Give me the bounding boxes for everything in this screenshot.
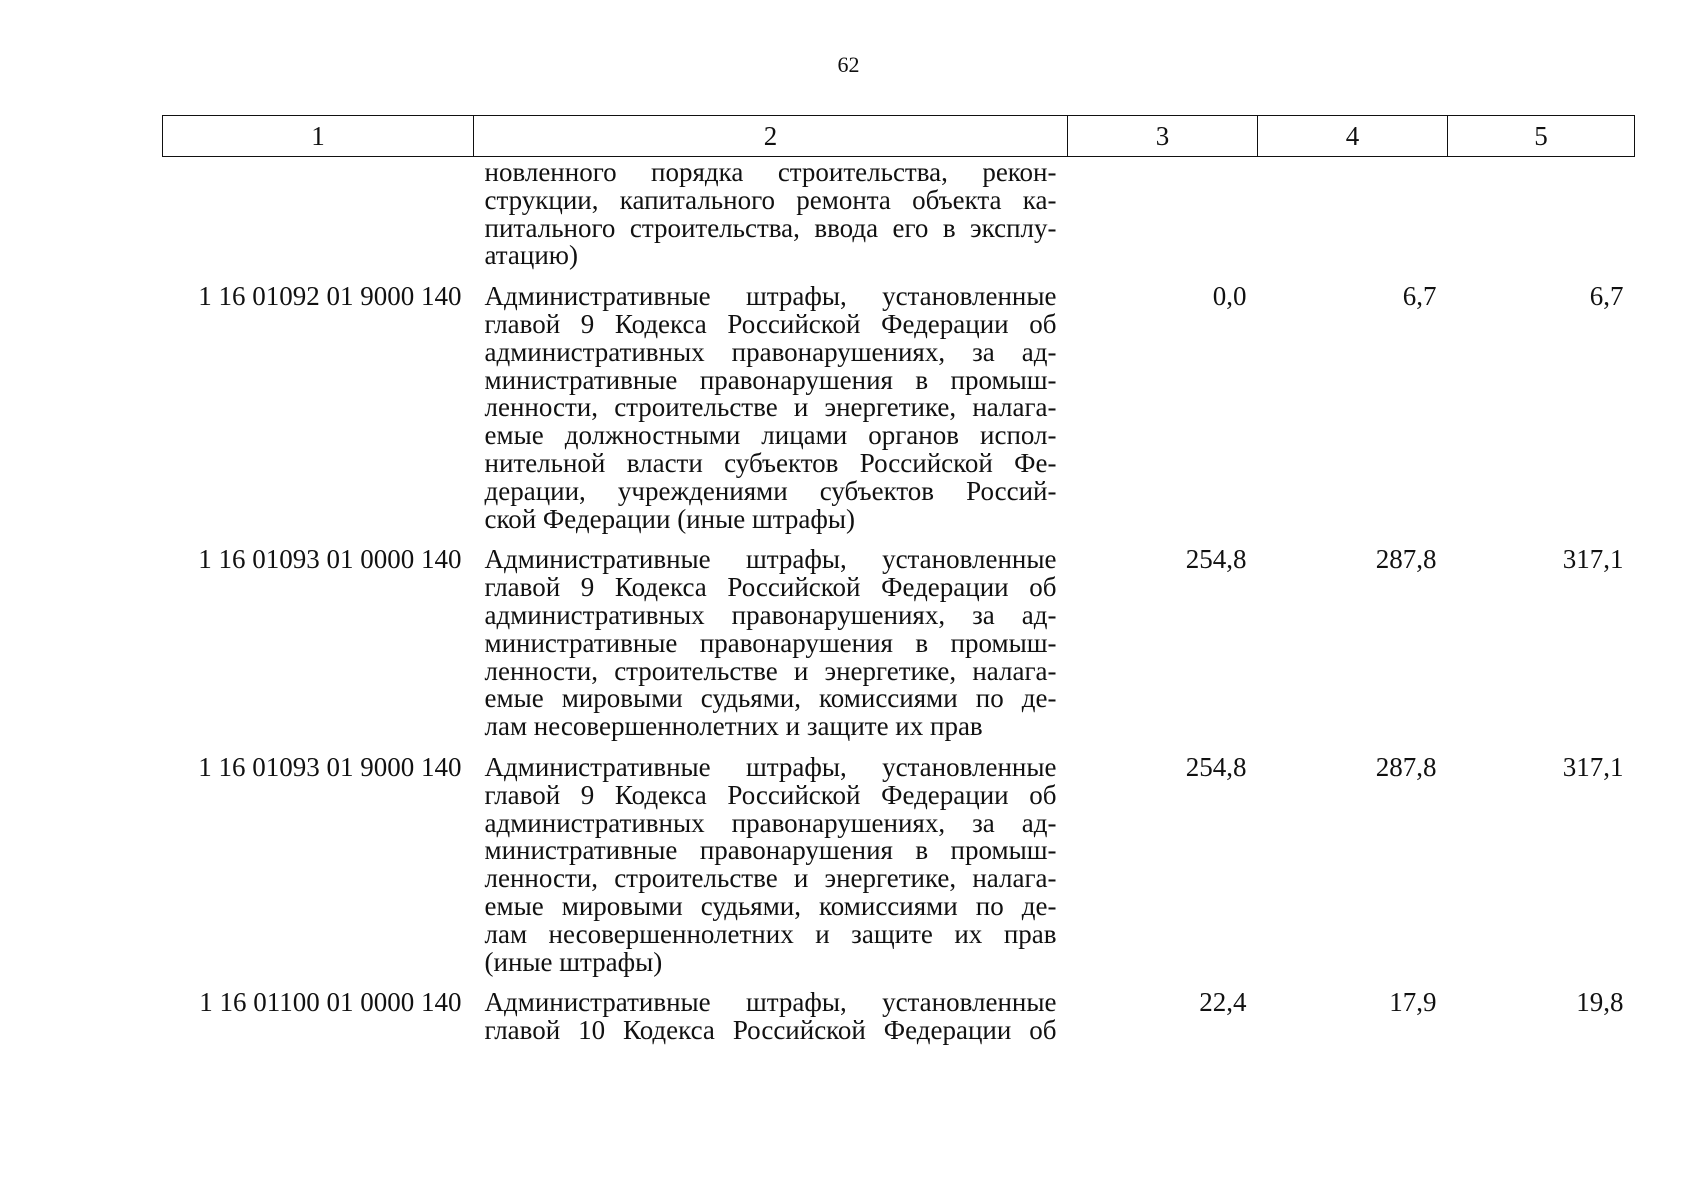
- description-line: министративные правонарушения в промыш-: [484, 627, 1057, 658]
- header-col-5: 5: [1448, 116, 1635, 157]
- description-line: дерации, учреждениями субъектов Россий-: [484, 475, 1057, 506]
- description-line: новленного порядка строительства, рекон-: [484, 157, 1057, 187]
- value-col-5: 6,7: [1589, 281, 1624, 312]
- value-col-3: 0,0: [1212, 281, 1247, 312]
- table-row: [163, 754, 1635, 989]
- table-row-continuation: [163, 157, 1635, 284]
- value-col-5: 317,1: [1562, 544, 1624, 575]
- description-line: главой 9 Кодекса Российской Федерации об: [484, 308, 1057, 339]
- value-col-4: 17,9: [1389, 987, 1437, 1018]
- code-cell: [163, 157, 474, 284]
- code-cell: 1 16 01100 01 0000 140: [199, 987, 462, 1018]
- value-col-3: 254,8: [1185, 751, 1247, 782]
- description-line: лам несовершеннолетних и защите их прав: [484, 918, 1057, 949]
- revenue-table: [162, 115, 1635, 1058]
- code-cell: 1 16 01093 01 9000 140: [198, 751, 462, 782]
- description-line: административных правонарушениях, за ад-: [484, 807, 1057, 838]
- description-line: Административные штрафы, установленные: [484, 751, 1057, 782]
- value-col-5: [1448, 157, 1635, 284]
- description-line: главой 9 Кодекса Российской Федерации об: [484, 779, 1057, 810]
- header-col-2: 2: [474, 116, 1068, 157]
- table-row: [163, 546, 1635, 754]
- description-line: ленности, строительстве и энергетике, налага-: [484, 863, 1057, 894]
- value-col-5: 317,1: [1562, 751, 1624, 782]
- code-cell: 1 16 01092 01 9000 140: [198, 281, 462, 312]
- description-cell: [474, 157, 1068, 284]
- code-cell: 1 16 01093 01 0000 140: [198, 544, 462, 575]
- header-col-3: 3: [1068, 116, 1258, 157]
- description-line: административных правонарушениях, за ад-: [484, 336, 1057, 367]
- description-line: емые мировыми судьями, комиссиями по де-: [484, 890, 1057, 921]
- description-line: емые мировыми судьями, комиссиями по де-: [484, 683, 1057, 714]
- description-line: питального строительства, ввода его в эксплу-: [484, 212, 1057, 243]
- description-line: лам несовершеннолетних и защите их прав: [484, 711, 983, 742]
- description-line: министративные правонарушения в промыш-: [484, 835, 1057, 866]
- header-col-1: 1: [163, 116, 474, 157]
- table-header: [163, 116, 1635, 157]
- description-line: Административные штрафы, установленные: [484, 987, 1057, 1018]
- description-line: емые должностными лицами органов испол-: [484, 420, 1057, 451]
- description-line: ленности, строительстве и энергетике, налага-: [484, 392, 1057, 423]
- page-number: 62: [837, 52, 860, 77]
- description-cell: [474, 546, 1068, 754]
- description-line: административных правонарушениях, за ад-: [484, 599, 1057, 630]
- description-line: нительной власти субъектов Российской Фе-: [484, 447, 1057, 478]
- description-cell: [474, 751, 1068, 989]
- description-cell: [474, 989, 1068, 1058]
- value-col-4: 6,7: [1402, 281, 1437, 312]
- description-line: ленности, строительстве и энергетике, налага-: [484, 655, 1057, 686]
- table-body: [163, 157, 1635, 1058]
- description-line: (иные штрафы): [484, 946, 663, 977]
- header-col-4: 4: [1258, 116, 1448, 157]
- description-cell: [474, 283, 1068, 546]
- table-row: [163, 989, 1635, 1058]
- value-col-3: [1068, 157, 1258, 284]
- description-line: струкции, капитального ремонта объекта ка-: [484, 184, 1057, 215]
- value-col-4: [1258, 157, 1448, 284]
- value-col-3: 254,8: [1185, 544, 1247, 575]
- description-line: министративные правонарушения в промыш-: [484, 364, 1057, 395]
- value-col-5: 19,8: [1576, 987, 1624, 1018]
- header-row: [163, 116, 1635, 157]
- description-line: главой 10 Кодекса Российской Федерации об: [484, 1015, 1057, 1046]
- description-line: главой 9 Кодекса Российской Федерации об: [484, 572, 1057, 603]
- description-line: атацию): [484, 240, 578, 271]
- table-row: [163, 283, 1635, 546]
- description-line: Административные штрафы, установленные: [484, 281, 1057, 312]
- value-col-4: 287,8: [1375, 751, 1437, 782]
- description-line: Административные штрафы, установленные: [484, 544, 1057, 575]
- value-col-4: 287,8: [1375, 544, 1437, 575]
- value-col-3: 22,4: [1199, 987, 1247, 1018]
- description-line: ской Федерации (иные штрафы): [484, 503, 855, 534]
